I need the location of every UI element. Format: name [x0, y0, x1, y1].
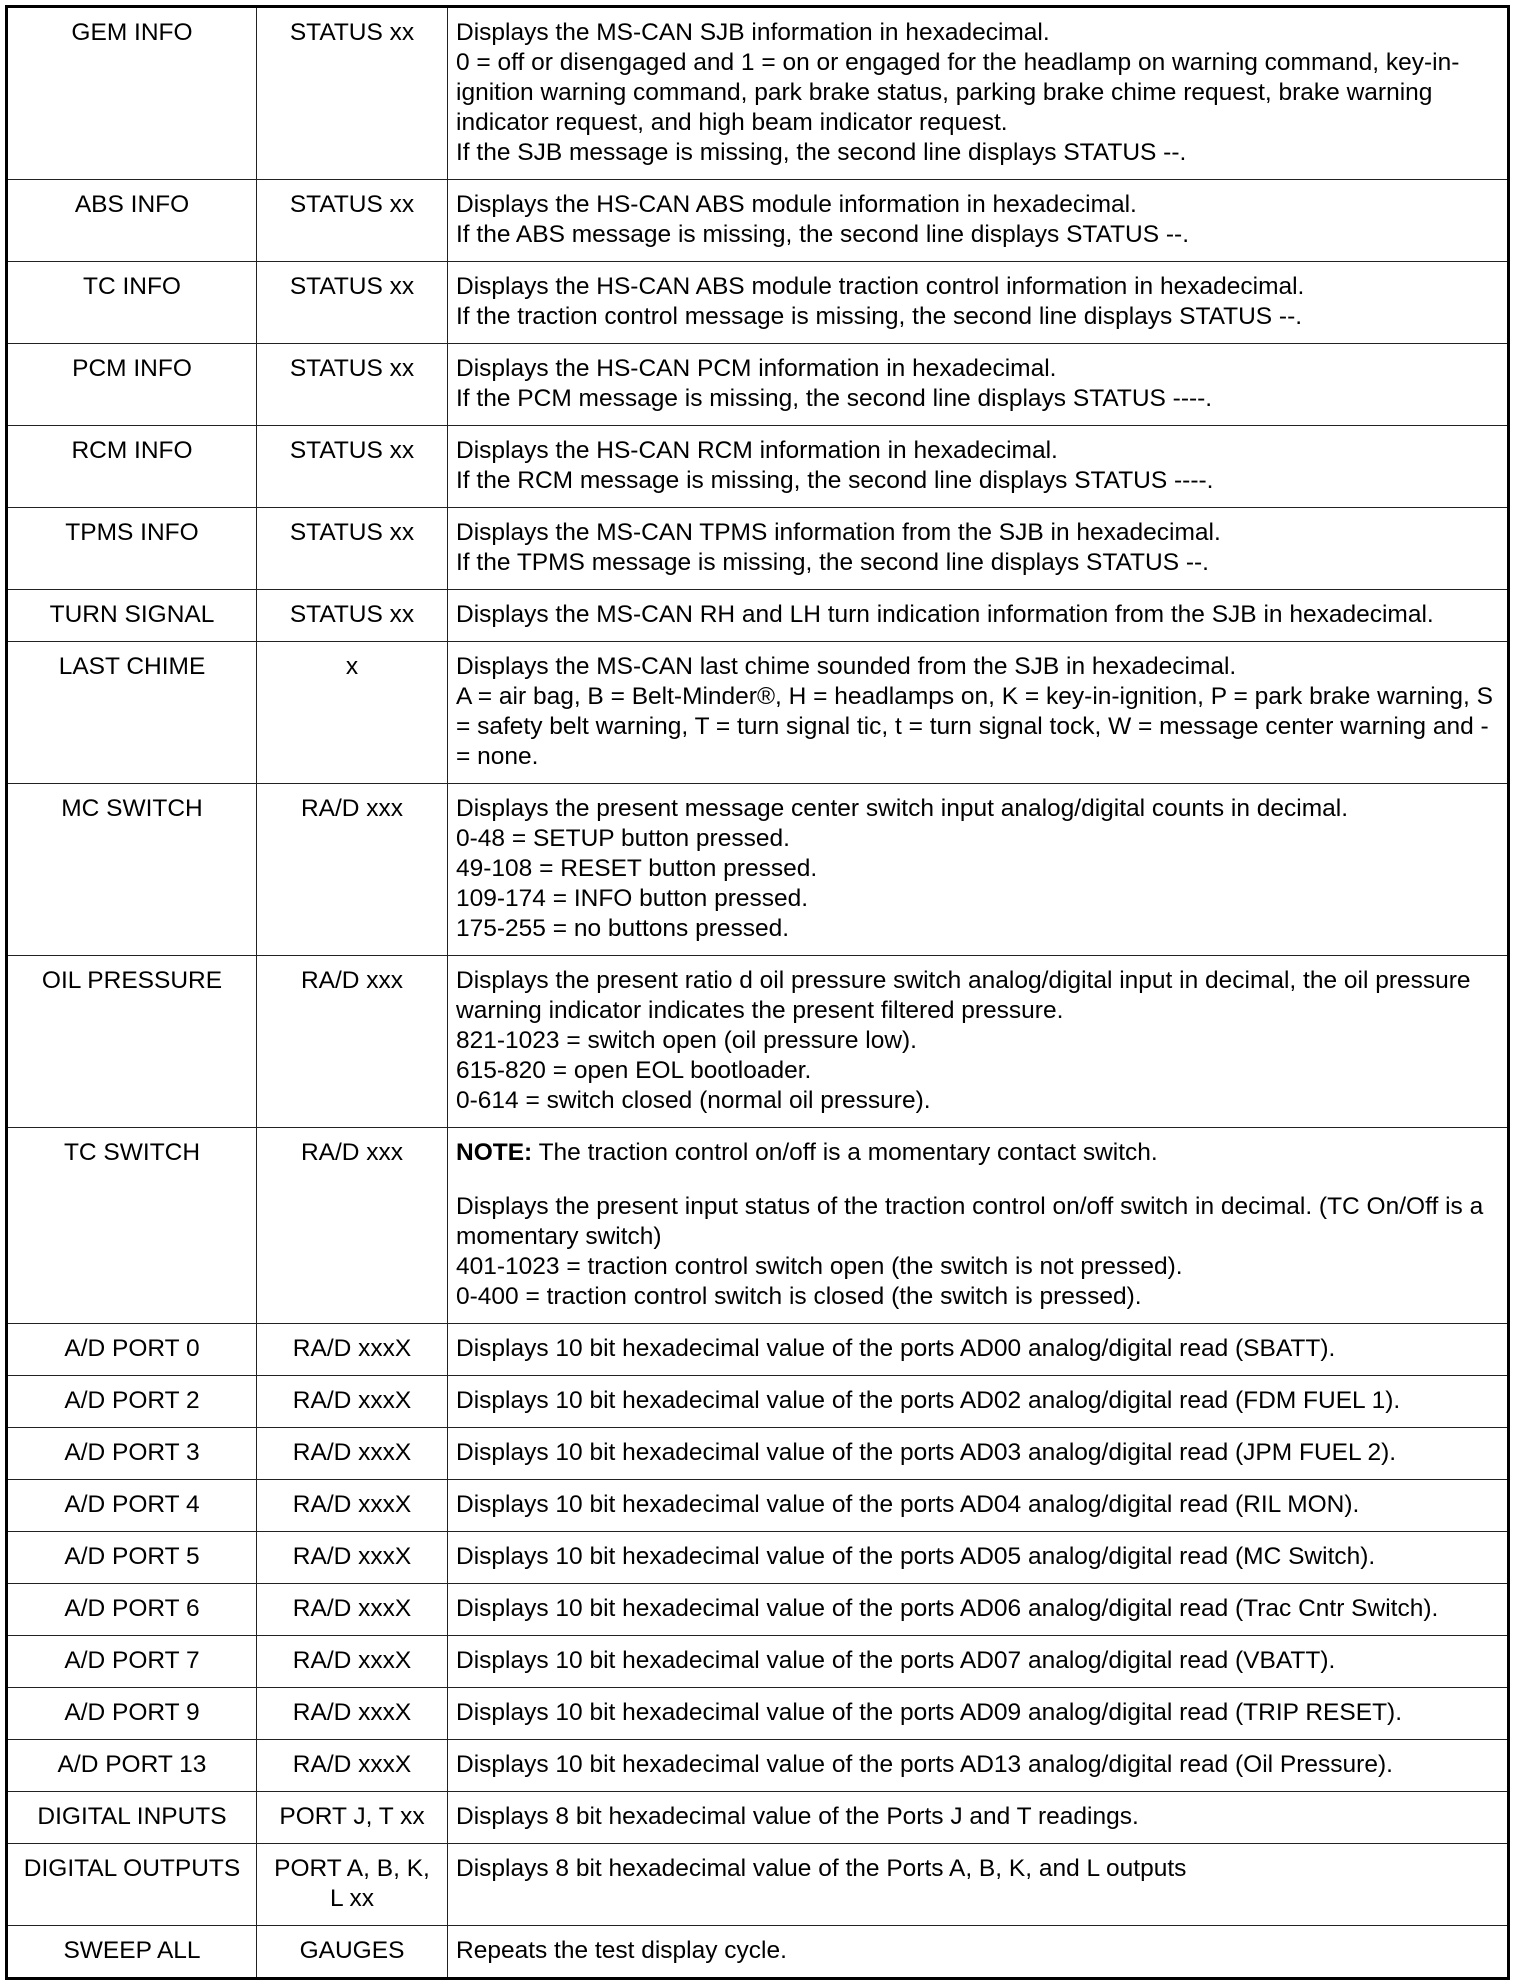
description-cell: [448, 1740, 1509, 1792]
parameter-name-cell: A/D PORT 13: [7, 1740, 257, 1792]
description-line: Displays 10 bit hexadecimal value of the ports AD02 analog/digital read (FDM FUEL 1).: [456, 1387, 1401, 1414]
description-cell: [448, 1128, 1509, 1324]
description-cell: [448, 1376, 1509, 1428]
parameter-name-cell: TC SWITCH: [7, 1128, 257, 1324]
display-format-cell: RA/D xxxX: [257, 1480, 448, 1532]
display-format-cell: STATUS xx: [257, 426, 448, 508]
display-format-cell: RA/D xxxX: [257, 1584, 448, 1636]
description-line: Displays 10 bit hexadecimal value of the ports AD05 analog/digital read (MC Switch).: [456, 1543, 1376, 1570]
description-cell: [448, 1324, 1509, 1376]
table-row: [7, 7, 1509, 180]
description-line: 175-255 = no buttons pressed.: [456, 915, 790, 942]
description-cell: [448, 1584, 1509, 1636]
description-line: Displays 10 bit hexadecimal value of the ports AD09 analog/digital read (TRIP RESET).: [456, 1699, 1403, 1726]
description-line: Displays the MS-CAN RH and LH turn indication information from the SJB in hexadecimal.: [456, 601, 1434, 628]
parameter-name-cell: MC SWITCH: [7, 784, 257, 956]
description-cell: [448, 1688, 1509, 1740]
paragraph-gap: [456, 1168, 1499, 1192]
description-cell: [448, 180, 1509, 262]
parameter-name-cell: OIL PRESSURE: [7, 956, 257, 1128]
description-cell: [448, 956, 1509, 1128]
parameter-name-cell: A/D PORT 4: [7, 1480, 257, 1532]
table-row: [7, 1428, 1509, 1480]
parameter-name-cell: TPMS INFO: [7, 508, 257, 590]
parameter-name-cell: A/D PORT 6: [7, 1584, 257, 1636]
display-format-cell: STATUS xx: [257, 262, 448, 344]
parameter-name-cell: GEM INFO: [7, 7, 257, 180]
description-cell: [448, 642, 1509, 784]
display-format-cell: RA/D xxx: [257, 1128, 448, 1324]
table-row: [7, 426, 1509, 508]
description-line: A = air bag, B = Belt-Minder®, H = headlamps on, K = key-in-ignition, P = park brake warning, S = safety belt warning, T = turn signal tic, t = turn signal tock, W = message center warning and - = none.: [456, 683, 1493, 770]
description-line: Displays 8 bit hexadecimal value of the Ports A, B, K, and L outputs: [456, 1855, 1187, 1882]
description-line: 0-614 = switch closed (normal oil pressure).: [456, 1087, 931, 1114]
document-page: [5, 5, 1507, 1980]
display-format-cell: RA/D xxxX: [257, 1376, 448, 1428]
parameter-name-cell: A/D PORT 3: [7, 1428, 257, 1480]
display-format-cell: RA/D xxx: [257, 956, 448, 1128]
diagnostic-table-body: [7, 7, 1509, 1979]
description-line: Displays 10 bit hexadecimal value of the ports AD06 analog/digital read (Trac Cntr Switch).: [456, 1595, 1439, 1622]
parameter-name-cell: DIGITAL INPUTS: [7, 1792, 257, 1844]
table-row: [7, 956, 1509, 1128]
description-cell: [448, 784, 1509, 956]
table-row: [7, 1480, 1509, 1532]
display-format-cell: RA/D xxxX: [257, 1740, 448, 1792]
diagnostic-table: [5, 5, 1510, 1980]
description-line: If the RCM message is missing, the second line displays STATUS ----.: [456, 467, 1214, 494]
description-line: 821-1023 = switch open (oil pressure low).: [456, 1027, 917, 1054]
parameter-name-cell: SWEEP ALL: [7, 1926, 257, 1979]
description-line: Displays the MS-CAN TPMS information from the SJB in hexadecimal.: [456, 519, 1221, 546]
display-format-cell: STATUS xx: [257, 508, 448, 590]
display-format-cell: PORT A, B, K, L xx: [257, 1844, 448, 1926]
description-cell: [448, 7, 1509, 180]
description-line: Displays the present message center switch input analog/digital counts in decimal.: [456, 795, 1349, 822]
display-format-cell: STATUS xx: [257, 7, 448, 180]
table-row: [7, 180, 1509, 262]
description-cell: [448, 1532, 1509, 1584]
description-line: 0-400 = traction control switch is closed (the switch is pressed).: [456, 1283, 1142, 1310]
table-row: [7, 1636, 1509, 1688]
parameter-name-cell: PCM INFO: [7, 344, 257, 426]
display-format-cell: PORT J, T xx: [257, 1792, 448, 1844]
description-line: If the ABS message is missing, the second line displays STATUS --.: [456, 221, 1190, 248]
description-cell: [448, 1428, 1509, 1480]
parameter-name-cell: A/D PORT 5: [7, 1532, 257, 1584]
description-line: Displays the MS-CAN last chime sounded from the SJB in hexadecimal.: [456, 653, 1237, 680]
table-row: [7, 1128, 1509, 1324]
display-format-cell: RA/D xxx: [257, 784, 448, 956]
description-line: If the traction control message is missing, the second line displays STATUS --.: [456, 303, 1303, 330]
description-line: Displays 8 bit hexadecimal value of the Ports J and T readings.: [456, 1803, 1139, 1830]
parameter-name-cell: A/D PORT 9: [7, 1688, 257, 1740]
table-row: [7, 590, 1509, 642]
description-line: Displays 10 bit hexadecimal value of the ports AD04 analog/digital read (RIL MON).: [456, 1491, 1360, 1518]
parameter-name-cell: DIGITAL OUTPUTS: [7, 1844, 257, 1926]
display-format-cell: RA/D xxxX: [257, 1324, 448, 1376]
description-cell: [448, 508, 1509, 590]
parameter-name-cell: A/D PORT 7: [7, 1636, 257, 1688]
description-cell: [448, 344, 1509, 426]
description-line: Displays the MS-CAN SJB information in hexadecimal.: [456, 19, 1050, 46]
description-cell: [448, 1844, 1509, 1926]
description-line: Displays the HS-CAN PCM information in hexadecimal.: [456, 355, 1057, 382]
display-format-cell: RA/D xxxX: [257, 1636, 448, 1688]
table-row: [7, 1584, 1509, 1636]
display-format-cell: x: [257, 642, 448, 784]
description-cell: [448, 1926, 1509, 1979]
table-row: [7, 1688, 1509, 1740]
description-line: Repeats the test display cycle.: [456, 1937, 787, 1964]
table-row: [7, 1844, 1509, 1926]
display-format-cell: STATUS xx: [257, 590, 448, 642]
parameter-name-cell: ABS INFO: [7, 180, 257, 262]
description-line: Displays the present input status of the traction control on/off switch in decimal. (TC On/Off is a momentary switch): [456, 1193, 1484, 1250]
table-row: [7, 1324, 1509, 1376]
description-line: Displays 10 bit hexadecimal value of the ports AD03 analog/digital read (JPM FUEL 2).: [456, 1439, 1397, 1466]
display-format-cell: GAUGES: [257, 1926, 448, 1979]
table-row: [7, 508, 1509, 590]
description-line: 401-1023 = traction control switch open (the switch is not pressed).: [456, 1253, 1183, 1280]
parameter-name-cell: A/D PORT 2: [7, 1376, 257, 1428]
description-line: Displays 10 bit hexadecimal value of the ports AD13 analog/digital read (Oil Pressure).: [456, 1751, 1393, 1778]
display-format-cell: RA/D xxxX: [257, 1688, 448, 1740]
description-line: Displays the HS-CAN ABS module traction control information in hexadecimal.: [456, 273, 1305, 300]
description-line: Displays the present ratio d oil pressure switch analog/digital input in decimal, the oil pressure warning indicator indicates the present filtered pressure.: [456, 967, 1471, 1024]
description-line: If the TPMS message is missing, the second line displays STATUS --.: [456, 549, 1209, 576]
table-row: [7, 1376, 1509, 1428]
description-cell: [448, 590, 1509, 642]
description-cell: [448, 1480, 1509, 1532]
note-label: NOTE:: [456, 1139, 533, 1166]
description-line: 0-48 = SETUP button pressed.: [456, 825, 790, 852]
display-format-cell: STATUS xx: [257, 180, 448, 262]
description-line: Displays the HS-CAN RCM information in hexadecimal.: [456, 437, 1058, 464]
description-line: 109-174 = INFO button pressed.: [456, 885, 809, 912]
parameter-name-cell: TURN SIGNAL: [7, 590, 257, 642]
table-row: [7, 1926, 1509, 1979]
note-paragraph: [456, 1138, 1499, 1168]
parameter-name-cell: LAST CHIME: [7, 642, 257, 784]
description-line: Displays the HS-CAN ABS module information in hexadecimal.: [456, 191, 1137, 218]
description-cell: [448, 262, 1509, 344]
description-line: If the SJB message is missing, the second line displays STATUS --.: [456, 139, 1187, 166]
description-cell: [448, 1636, 1509, 1688]
description-line: Displays 10 bit hexadecimal value of the ports AD07 analog/digital read (VBATT).: [456, 1647, 1336, 1674]
display-format-cell: RA/D xxxX: [257, 1532, 448, 1584]
table-row: [7, 642, 1509, 784]
description-cell: [448, 426, 1509, 508]
description-line: 0 = off or disengaged and 1 = on or engaged for the headlamp on warning command, key-in-ignition warning command, park brake status, parking brake chime request, brake warning indicator request, and high beam indicator request.: [456, 49, 1460, 136]
description-line: Displays 10 bit hexadecimal value of the ports AD00 analog/digital read (SBATT).: [456, 1335, 1336, 1362]
display-format-cell: RA/D xxxX: [257, 1428, 448, 1480]
description-line: If the PCM message is missing, the second line displays STATUS ----.: [456, 385, 1213, 412]
parameter-name-cell: A/D PORT 0: [7, 1324, 257, 1376]
description-line: 615-820 = open EOL bootloader.: [456, 1057, 812, 1084]
table-row: [7, 784, 1509, 956]
table-row: [7, 344, 1509, 426]
description-cell: [448, 1792, 1509, 1844]
table-row: [7, 1792, 1509, 1844]
table-row: [7, 1532, 1509, 1584]
parameter-name-cell: RCM INFO: [7, 426, 257, 508]
note-text: The traction control on/off is a momentary contact switch.: [532, 1139, 1158, 1166]
description-line: 49-108 = RESET button pressed.: [456, 855, 818, 882]
display-format-cell: STATUS xx: [257, 344, 448, 426]
parameter-name-cell: TC INFO: [7, 262, 257, 344]
table-row: [7, 262, 1509, 344]
table-row: [7, 1740, 1509, 1792]
